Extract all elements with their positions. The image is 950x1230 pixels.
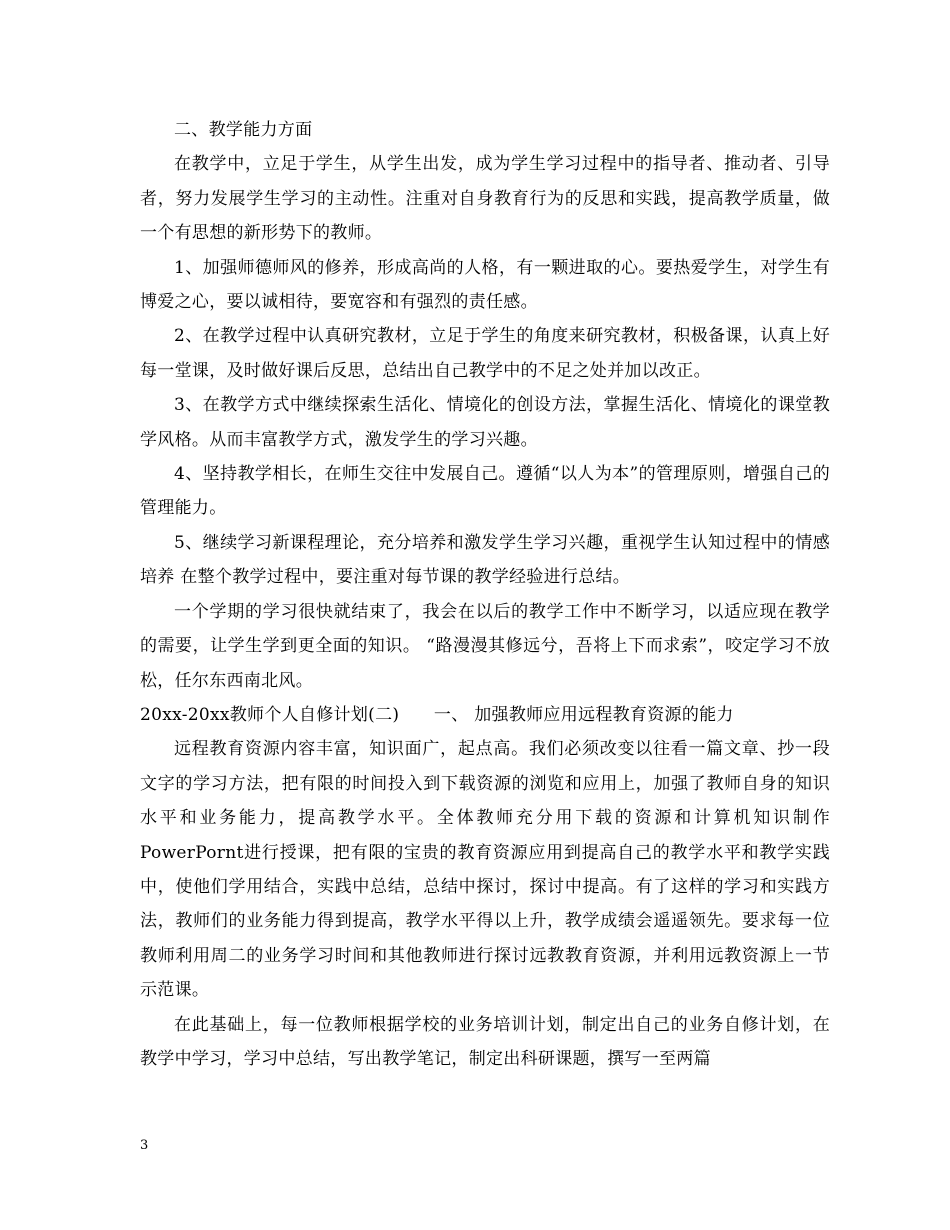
paragraph-self-study-plan: 在此基础上，每一位教师根据学校的业务培训计划，制定出自己的业务自修计划，在教学中学习，学习中总结，写出教学笔记，制定出科研课题，撰写一至两篇 [140,1014,830,1069]
page-number: 3 [140,1138,149,1153]
paragraph-remote-resources: 远程教育资源内容丰富，知识面广，起点高。我们必须改变以往看一篇文章、抄一段文字的学习方法，把有限的时间投入到下载资源的浏览和应用上，加强了教师自身的知识水平和业务能力，提高教学水平。全体教师充分用下载的资源和计算机知识制作PowerPornt进行授课，把有限的宝贵的教育资源应用到提高自己的教学水平和教学实践中，使他们学用结合，实践中总结，总结中探讨，探讨中提高。有了这样的学习和实践方法，教师们的业务能力得到提高，教学水平得以上升，教学成绩会遥遥领先。要求每一位教师利用周二的业务学习时间和其他教师进行探讨远教教育资源，并利用远教资源上一节示范课。 [140,739,830,1001]
section-heading-teaching-ability: 二、教学能力方面 [174,120,313,140]
paragraph-item-1: 1、加强师德师风的修养，形成高尚的人格，有一颗进取的心。要热爱学生，对学生有博爱之心，要以诚相待，要宽容和有强烈的责任感。 [140,257,830,313]
paragraph-semester-summary: 一个学期的学习很快就结束了，我会在以后的教学工作中不断学习，以适应现在教学的需要，让学生学到更全面的知识。 “路漫漫其修远兮，吾将上下而求索”，咬定学习不放松，任尔东西南北风。 [140,601,830,691]
paragraph-teaching-intro: 在教学中，立足于学生，从学生出发，成为学生学习过程中的指导者、推动者、引导者，努力发展学生学习的主动性。注重对自身教育行为的反思和实践，提高教学质量，做一个有思想的新形势下的教师。 [140,154,830,244]
paragraph-item-2: 2、在教学过程中认真研究教材，立足于学生的角度来研究教材，积极备课，认真上好每一堂课，及时做好课后反思，总结出自己教学中的不足之处并加以改正。 [140,326,830,381]
paragraph-item-4: 4、坚持教学相长，在师生交往中发展自己。遵循“以人为本”的管理原则，增强自己的管理能力。 [140,464,830,519]
plan-two-heading: 20xx-20xx教师个人自修计划(二) 一、 加强教师应用远程教育资源的能力 [140,704,734,725]
paragraph-item-5: 5、继续学习新课程理论，充分培养和激发学生学习兴趣，重视学生认知过程中的情感培养 在整个教学过程中，要注重对每节课的教学经验进行总结。 [140,532,830,588]
document-body [140,113,830,1076]
paragraph-item-3: 3、在教学方式中继续探索生活化、情境化的创设方法，掌握生活化、情境化的课堂教学风格。从而丰富教学方式，激发学生的学习兴趣。 [140,395,830,450]
